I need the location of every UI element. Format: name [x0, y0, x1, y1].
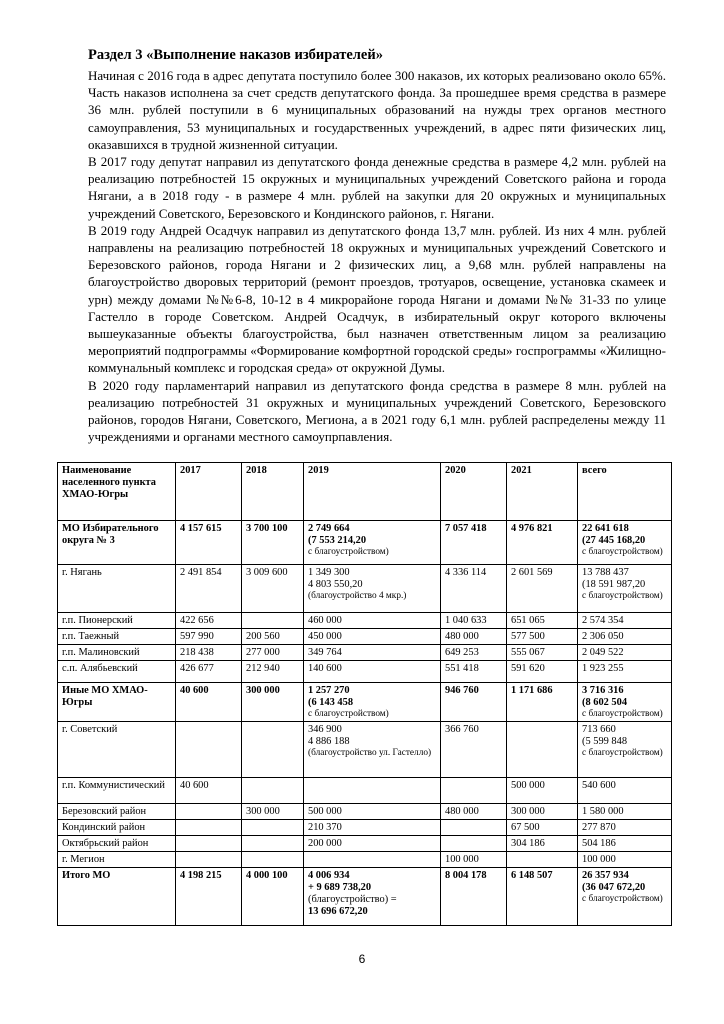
- total-2018-value: 4 000 100: [246, 870, 288, 881]
- cell-2020-value: 649 253: [445, 647, 479, 658]
- total-2019-sum: 13 696 672,20: [308, 906, 368, 917]
- cell-2019-value: 140 600: [308, 663, 342, 674]
- cell-2017-value: 40 600: [180, 780, 209, 791]
- cell-total-value: 1 923 255: [582, 663, 624, 674]
- cell-total-value: 540 600: [582, 780, 616, 791]
- cell-total-note: с благоустройством): [582, 547, 663, 557]
- cell-2017: [176, 565, 242, 613]
- cell-total-value: 2 306 050: [582, 631, 624, 642]
- cell-2018: [242, 565, 304, 613]
- cell-locality: [58, 645, 176, 661]
- cell-2018: [242, 613, 304, 629]
- cell-2021-value: 577 500: [511, 631, 545, 642]
- cell-total-value: 3 716 316: [582, 685, 624, 696]
- total-2018: [242, 868, 304, 926]
- cell-2018: [242, 722, 304, 778]
- cell-total-secondary: (8 602 504: [582, 697, 628, 708]
- cell-locality-value: г. Нягань: [62, 567, 102, 578]
- cell-locality: [58, 629, 176, 645]
- cell-2019-note: (благоустройство ул. Гастелло): [308, 748, 432, 758]
- cell-total: [578, 683, 672, 722]
- header-2021: 2021: [507, 463, 578, 521]
- document-page: [88, 46, 666, 445]
- cell-locality: [58, 804, 176, 820]
- cell-2020: [441, 804, 507, 820]
- cell-2021-value: 591 620: [511, 663, 545, 674]
- table-row: [58, 613, 672, 629]
- cell-locality: [58, 820, 176, 836]
- table-row: [58, 645, 672, 661]
- cell-2021-value: 1 171 686: [511, 685, 553, 696]
- cell-2021: [507, 521, 578, 565]
- cell-2019-value: 500 000: [308, 806, 342, 817]
- cell-locality: [58, 661, 176, 683]
- table-row: [58, 661, 672, 683]
- section-title: Раздел 3 «Выполнение наказов избирателей»: [88, 47, 383, 63]
- cell-2018-value: 200 560: [246, 631, 280, 642]
- cell-2020: [441, 722, 507, 778]
- cell-2017-value: 40 600: [180, 685, 209, 696]
- cell-locality: [58, 836, 176, 852]
- table-row: [58, 804, 672, 820]
- total-locality: [58, 868, 176, 926]
- cell-2021: [507, 820, 578, 836]
- table-row: [58, 683, 672, 722]
- cell-2020: [441, 683, 507, 722]
- cell-2021-value: 555 067: [511, 647, 545, 658]
- cell-2020-value: 551 418: [445, 663, 479, 674]
- cell-2018: [242, 778, 304, 804]
- cell-2021: [507, 836, 578, 852]
- cell-2019-value: 346 900: [308, 724, 342, 735]
- cell-2017: [176, 645, 242, 661]
- cell-2019: [304, 804, 441, 820]
- cell-2020: [441, 521, 507, 565]
- cell-2019: [304, 778, 441, 804]
- cell-locality: [58, 565, 176, 613]
- cell-2021: [507, 565, 578, 613]
- cell-locality-value: г.п. Таежный: [62, 631, 120, 642]
- cell-locality: [58, 778, 176, 804]
- cell-2017-value: 422 656: [180, 615, 214, 626]
- cell-2019-value: 210 370: [308, 822, 342, 833]
- cell-total: [578, 565, 672, 613]
- cell-total-note: с благоустройством): [582, 591, 663, 601]
- paragraph-2019: В 2019 году Андрей Осадчук направил из депутатского фонда 13,7 млн. рублей. Из них 4 млн. рублей направлены на реализацию потребностей 18 окружных и муниципальных учреждений Советского и Березовского районов, города Нягани и 2 физических лиц, а 9,68 млн. рублей направлены на благоустройство дворовых территорий (ремонт проездов, тротуаров, освещение, установка скамеек и урн) между домами №№6-8, 10-12 в 4 микрорайоне города Нягани и домами №№ 31-33 по улице Гастелло в городе Советском. Андрей Осадчук, в избирательный округ которого включены вышеуказанные объекты благоустройства, был назначен ответственным лицом за реализацию мероприятий подпрограммы «Формирование комфортной городской среды» госпрограммы «Жилищно-коммунальный комплекс и городская среда» от окружной Думы.: [88, 222, 666, 376]
- table-row: [58, 820, 672, 836]
- cell-total-value: 2 574 354: [582, 615, 624, 626]
- cell-locality: [58, 852, 176, 868]
- cell-2020-value: 1 040 633: [445, 615, 487, 626]
- cell-2019-note: с благоустройством): [308, 547, 389, 557]
- total-2019-value: 4 006 934: [308, 870, 350, 881]
- cell-2018-value: 300 000: [246, 685, 280, 696]
- cell-2019: [304, 852, 441, 868]
- cell-total-secondary: (27 445 168,20: [582, 535, 646, 546]
- cell-2020: [441, 852, 507, 868]
- cell-2020: [441, 645, 507, 661]
- total-all-note: с благоустройством): [582, 894, 663, 904]
- cell-2019: [304, 521, 441, 565]
- cell-2019: [304, 820, 441, 836]
- cell-2018-value: 300 000: [246, 806, 280, 817]
- cell-2019-value: 1 349 300: [308, 567, 350, 578]
- total-2020-value: 8 004 178: [445, 870, 487, 881]
- header-2019: 2019: [304, 463, 441, 521]
- cell-2017: [176, 683, 242, 722]
- cell-total: [578, 613, 672, 629]
- cell-2021-value: 500 000: [511, 780, 545, 791]
- table-row: [58, 852, 672, 868]
- cell-2019: [304, 629, 441, 645]
- total-2021-value: 6 148 507: [511, 870, 553, 881]
- cell-2021-value: 304 186: [511, 838, 545, 849]
- cell-total: [578, 804, 672, 820]
- cell-2017: [176, 722, 242, 778]
- cell-2021: [507, 722, 578, 778]
- cell-total: [578, 836, 672, 852]
- header-locality: Наименование населенного пункта ХМАО-Югры: [58, 463, 176, 521]
- cell-2019: [304, 613, 441, 629]
- cell-2021-value: 300 000: [511, 806, 545, 817]
- cell-total-value: 1 580 000: [582, 806, 624, 817]
- cell-2021-value: 67 500: [511, 822, 540, 833]
- cell-2017: [176, 629, 242, 645]
- total-locality-value: Итого МО: [62, 870, 111, 881]
- cell-2019-value: 349 764: [308, 647, 342, 658]
- cell-locality-value: г.п. Пионерский: [62, 615, 133, 626]
- cell-2017: [176, 613, 242, 629]
- header-2020: 2020: [441, 463, 507, 521]
- cell-2017: [176, 804, 242, 820]
- cell-2017: [176, 852, 242, 868]
- paragraph-2020-2021: В 2020 году парламентарий направил из депутатского фонда средства в размере 8 млн. рублей на реализацию потребностей 31 окружных и муниципальных учреждений Советского, Березовского районов, городов Нягани, Советского, Мегиона, а в 2021 году 6,1 млн. рублей распределены между 11 учреждениями и органами местного самоупрпавления.: [88, 377, 666, 445]
- paragraph-2017-2018: В 2017 году депутат направил из депутатского фонда денежные средства в размере 4,2 млн. рублей на реализацию потребностей 15 окружных и муниципальных учреждений Советского района и города Нягани, а в 2018 году - в размере 4 млн. рублей на закупки для 20 окружных и муниципальных учреждений Советского, Березовского и Кондинского районов, г. Нягани.: [88, 154, 666, 221]
- cell-2018: [242, 683, 304, 722]
- cell-locality-value: г. Советский: [62, 724, 118, 735]
- header-2018: 2018: [242, 463, 304, 521]
- total-2019: [304, 868, 441, 926]
- cell-2020: [441, 836, 507, 852]
- cell-total-value: 504 186: [582, 838, 616, 849]
- cell-total: [578, 852, 672, 868]
- cell-2020: [441, 613, 507, 629]
- cell-2017-value: 4 157 615: [180, 523, 222, 534]
- cell-2021: [507, 852, 578, 868]
- cell-total: [578, 521, 672, 565]
- cell-2017: [176, 521, 242, 565]
- cell-2019-secondary: (7 553 214,20: [308, 535, 367, 546]
- cell-2021-value: 651 065: [511, 615, 545, 626]
- cell-total: [578, 820, 672, 836]
- total-2021: [507, 868, 578, 926]
- cell-locality-value: г.п. Коммунистический: [62, 780, 165, 791]
- cell-locality: [58, 613, 176, 629]
- cell-2019-secondary: 4 886 188: [308, 736, 350, 747]
- table-total-row: [58, 868, 672, 926]
- total-2019-secondary: + 9 689 738,20: [308, 882, 372, 893]
- cell-2017-value: 2 491 854: [180, 567, 222, 578]
- cell-total: [578, 778, 672, 804]
- cell-2018: [242, 852, 304, 868]
- cell-2019: [304, 683, 441, 722]
- cell-total: [578, 629, 672, 645]
- cell-2018: [242, 661, 304, 683]
- cell-2017-value: 597 990: [180, 631, 214, 642]
- cell-2018: [242, 521, 304, 565]
- table-row: [58, 521, 672, 565]
- cell-2020-value: 100 000: [445, 854, 479, 865]
- cell-2021: [507, 804, 578, 820]
- header-2017: 2017: [176, 463, 242, 521]
- table-row: [58, 778, 672, 804]
- cell-locality-value: Иные МО ХМАО-Югры: [62, 685, 148, 708]
- total-all-value: 26 357 934: [582, 870, 629, 881]
- cell-locality-value: г.п. Малиновский: [62, 647, 140, 658]
- cell-2018-value: 3 009 600: [246, 567, 288, 578]
- table-row: [58, 565, 672, 613]
- cell-total-value: 100 000: [582, 854, 616, 865]
- cell-2018: [242, 645, 304, 661]
- cell-total: [578, 722, 672, 778]
- cell-total-value: 277 870: [582, 822, 616, 833]
- total-2017-value: 4 198 215: [180, 870, 222, 881]
- total-2020: [441, 868, 507, 926]
- total-2019-note: (благоустройство) =: [308, 894, 397, 905]
- cell-2019: [304, 722, 441, 778]
- cell-locality-value: с.п. Алябьевский: [62, 663, 138, 674]
- cell-2019: [304, 645, 441, 661]
- cell-total: [578, 645, 672, 661]
- cell-2018-value: 277 000: [246, 647, 280, 658]
- cell-2017: [176, 820, 242, 836]
- cell-locality: [58, 683, 176, 722]
- cell-2021: [507, 778, 578, 804]
- cell-2018: [242, 629, 304, 645]
- cell-2019-value: 200 000: [308, 838, 342, 849]
- cell-total-note: с благоустройством): [582, 748, 663, 758]
- cell-2017: [176, 778, 242, 804]
- cell-total-secondary: (18 591 987,20: [582, 579, 646, 590]
- cell-locality-value: Октябрьский район: [62, 838, 149, 849]
- cell-2020-value: 480 000: [445, 806, 479, 817]
- cell-2020-value: 4 336 114: [445, 567, 487, 578]
- cell-locality-value: г. Мегион: [62, 854, 105, 865]
- cell-locality: [58, 521, 176, 565]
- cell-2020: [441, 565, 507, 613]
- cell-2021: [507, 645, 578, 661]
- table-row: [58, 722, 672, 778]
- cell-total-value: 13 788 437: [582, 567, 629, 578]
- cell-locality-value: Кондинский район: [62, 822, 146, 833]
- cell-2020-value: 366 760: [445, 724, 479, 735]
- cell-2020: [441, 820, 507, 836]
- cell-2019-secondary: (6 143 458: [308, 697, 354, 708]
- cell-2018: [242, 820, 304, 836]
- paragraph-intro: Начиная с 2016 года в адрес депутата поступило более 300 наказов, их которых реализовано около 65%. Часть наказов исполнена за счет средств депутатского фонда. За прошедшее время средства в размере 36 млн. рублей поступили в 6 муниципальных образований на нужды трех органов местного самоуправления, 53 муниципальных и государственных учреждений, в адрес пяти физических лиц, оказавшихся в трудной жизненной ситуации.: [88, 68, 666, 152]
- cell-total-value: 22 641 618: [582, 523, 629, 534]
- cell-2019-value: 460 000: [308, 615, 342, 626]
- cell-2017: [176, 661, 242, 683]
- page-number: 6: [358, 952, 366, 966]
- cell-2018-value: 212 940: [246, 663, 280, 674]
- cell-2021-value: 4 976 821: [511, 523, 553, 534]
- cell-2019-secondary: 4 803 550,20: [308, 579, 363, 590]
- cell-2019: [304, 836, 441, 852]
- cell-2021: [507, 661, 578, 683]
- cell-2020: [441, 629, 507, 645]
- table-row: [58, 629, 672, 645]
- cell-2021: [507, 613, 578, 629]
- cell-2019-note: (благоустройство 4 мкр.): [308, 591, 407, 601]
- cell-total-value: 713 660: [582, 724, 616, 735]
- cell-2019: [304, 661, 441, 683]
- cell-2018: [242, 836, 304, 852]
- total-2017: [176, 868, 242, 926]
- total-all-secondary: (36 047 672,20: [582, 882, 646, 893]
- cell-2020: [441, 778, 507, 804]
- cell-total-value: 2 049 522: [582, 647, 624, 658]
- cell-2019: [304, 565, 441, 613]
- cell-2017: [176, 836, 242, 852]
- cell-2019-value: 1 257 270: [308, 685, 350, 696]
- cell-total: [578, 661, 672, 683]
- cell-locality: [58, 722, 176, 778]
- cell-locality-value: Березовский район: [62, 806, 147, 817]
- cell-total-note: с благоустройством): [582, 709, 663, 719]
- cell-2017-value: 218 438: [180, 647, 214, 658]
- funding-table: [57, 462, 672, 926]
- cell-2018: [242, 804, 304, 820]
- cell-2019-value: 2 749 664: [308, 523, 350, 534]
- cell-2021-value: 2 601 569: [511, 567, 553, 578]
- cell-locality-value: МО Избирательного округа № 3: [62, 523, 159, 546]
- cell-2021: [507, 683, 578, 722]
- cell-2018-value: 3 700 100: [246, 523, 288, 534]
- cell-2021: [507, 629, 578, 645]
- total-all: [578, 868, 672, 926]
- cell-2017-value: 426 677: [180, 663, 214, 674]
- cell-total-secondary: (5 599 848: [582, 736, 628, 747]
- cell-2019-note: с благоустройством): [308, 709, 389, 719]
- table-row: [58, 836, 672, 852]
- cell-2019-value: 450 000: [308, 631, 342, 642]
- table-header-row: [58, 463, 672, 521]
- cell-2020: [441, 661, 507, 683]
- cell-2020-value: 480 000: [445, 631, 479, 642]
- header-total: всего: [578, 463, 672, 521]
- cell-2020-value: 946 760: [445, 685, 479, 696]
- cell-2020-value: 7 057 418: [445, 523, 487, 534]
